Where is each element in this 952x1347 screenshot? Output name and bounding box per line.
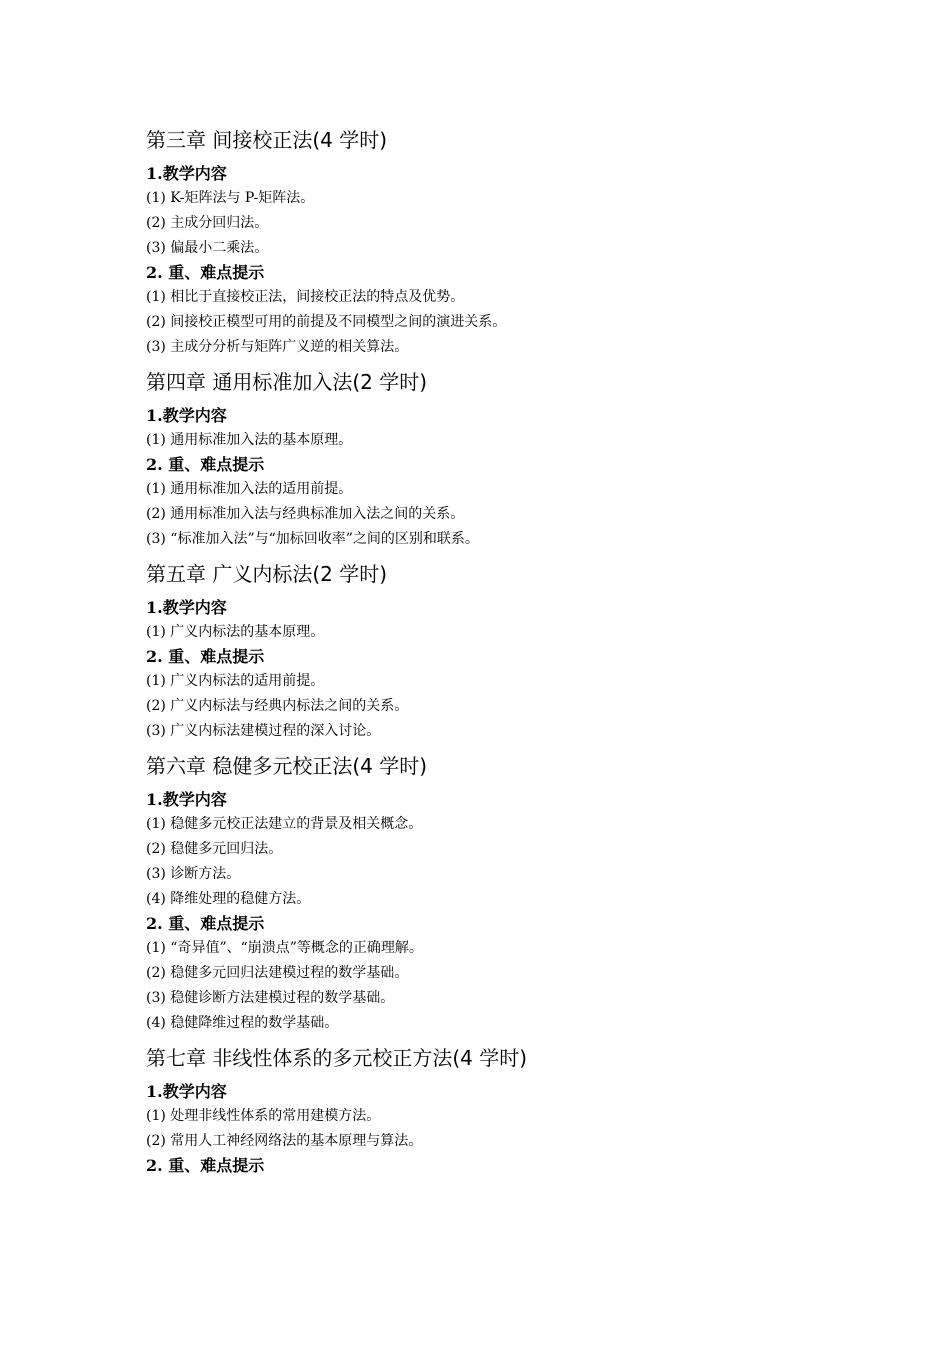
section-heading: 2. 重、难点提示 bbox=[146, 263, 265, 282]
list-item: (2) 通用标准加入法与经典标准加入法之间的关系。 bbox=[146, 506, 465, 522]
chapter-title: 第三章 间接校正法(4 学时) bbox=[146, 128, 388, 152]
list-item: (1) 广义内标法的基本原理。 bbox=[146, 624, 325, 640]
chapter-section bbox=[146, 596, 906, 645]
chapter-title: 第六章 稳健多元校正法(4 学时) bbox=[146, 754, 428, 778]
chapter-section bbox=[146, 1080, 906, 1154]
chapter bbox=[146, 124, 906, 360]
section-item-list bbox=[146, 812, 906, 912]
chapter bbox=[146, 558, 906, 744]
section-heading: 1.教学内容 bbox=[146, 598, 227, 617]
list-item: (2) 间接校正模型可用的前提及不同模型之间的演进关系。 bbox=[146, 314, 507, 330]
list-item: (3) “标准加入法”与“加标回收率”之间的区别和联系。 bbox=[146, 531, 479, 547]
section-heading: 2. 重、难点提示 bbox=[146, 914, 265, 933]
section-item-list bbox=[146, 620, 906, 645]
chapter-title: 第四章 通用标准加入法(2 学时) bbox=[146, 370, 428, 394]
section-item-list bbox=[146, 1104, 906, 1154]
list-item: (2) 稳健多元回归法。 bbox=[146, 841, 283, 857]
list-item: (2) 稳健多元回归法建模过程的数学基础。 bbox=[146, 965, 409, 981]
chapter-section bbox=[146, 912, 906, 1036]
chapter bbox=[146, 366, 906, 552]
chapter-section bbox=[146, 1154, 906, 1178]
list-item: (1) 广义内标法的适用前提。 bbox=[146, 673, 325, 689]
section-heading: 2. 重、难点提示 bbox=[146, 1156, 265, 1175]
list-item: (1) 稳健多元校正法建立的背景及相关概念。 bbox=[146, 816, 423, 832]
section-item-list bbox=[146, 428, 906, 453]
section-heading: 1.教学内容 bbox=[146, 164, 227, 183]
chapter-title: 第五章 广义内标法(2 学时) bbox=[146, 562, 388, 586]
chapter-section bbox=[146, 453, 906, 552]
list-item: (3) 偏最小二乘法。 bbox=[146, 240, 269, 256]
list-item: (2) 常用人工神经网络法的基本原理与算法。 bbox=[146, 1133, 423, 1149]
list-item: (2) 主成分回归法。 bbox=[146, 215, 269, 231]
list-item: (1) 通用标准加入法的基本原理。 bbox=[146, 432, 353, 448]
chapter-title: 第七章 非线性体系的多元校正方法(4 学时) bbox=[146, 1046, 528, 1070]
chapter bbox=[146, 1042, 906, 1178]
section-heading: 1.教学内容 bbox=[146, 406, 227, 425]
chapter-section bbox=[146, 404, 906, 453]
section-heading: 2. 重、难点提示 bbox=[146, 455, 265, 474]
list-item: (3) 稳健诊断方法建模过程的数学基础。 bbox=[146, 990, 395, 1006]
list-item: (3) 广义内标法建模过程的深入讨论。 bbox=[146, 723, 381, 739]
chapter bbox=[146, 750, 906, 1036]
section-heading: 2. 重、难点提示 bbox=[146, 647, 265, 666]
list-item: (2) 广义内标法与经典内标法之间的关系。 bbox=[146, 698, 409, 714]
list-item: (1) K-矩阵法与 P-矩阵法。 bbox=[146, 190, 315, 206]
section-item-list bbox=[146, 285, 906, 360]
chapter-section bbox=[146, 788, 906, 912]
list-item: (1) 处理非线性体系的常用建模方法。 bbox=[146, 1108, 381, 1124]
list-item: (3) 主成分分析与矩阵广义逆的相关算法。 bbox=[146, 339, 409, 355]
chapter-section bbox=[146, 261, 906, 360]
list-item: (3) 诊断方法。 bbox=[146, 866, 241, 882]
section-item-list bbox=[146, 669, 906, 744]
list-item: (1) “奇异值”、“崩溃点”等概念的正确理解。 bbox=[146, 940, 423, 956]
document-page bbox=[146, 124, 906, 1178]
section-heading: 1.教学内容 bbox=[146, 790, 227, 809]
section-item-list bbox=[146, 936, 906, 1036]
chapter-section bbox=[146, 645, 906, 744]
list-item: (4) 降维处理的稳健方法。 bbox=[146, 891, 311, 907]
list-item: (4) 稳健降维过程的数学基础。 bbox=[146, 1015, 339, 1031]
chapter-section bbox=[146, 162, 906, 261]
list-item: (1) 相比于直接校正法，间接校正法的特点及优势。 bbox=[146, 289, 465, 305]
section-heading: 1.教学内容 bbox=[146, 1082, 227, 1101]
section-item-list bbox=[146, 186, 906, 261]
section-item-list bbox=[146, 477, 906, 552]
list-item: (1) 通用标准加入法的适用前提。 bbox=[146, 481, 353, 497]
